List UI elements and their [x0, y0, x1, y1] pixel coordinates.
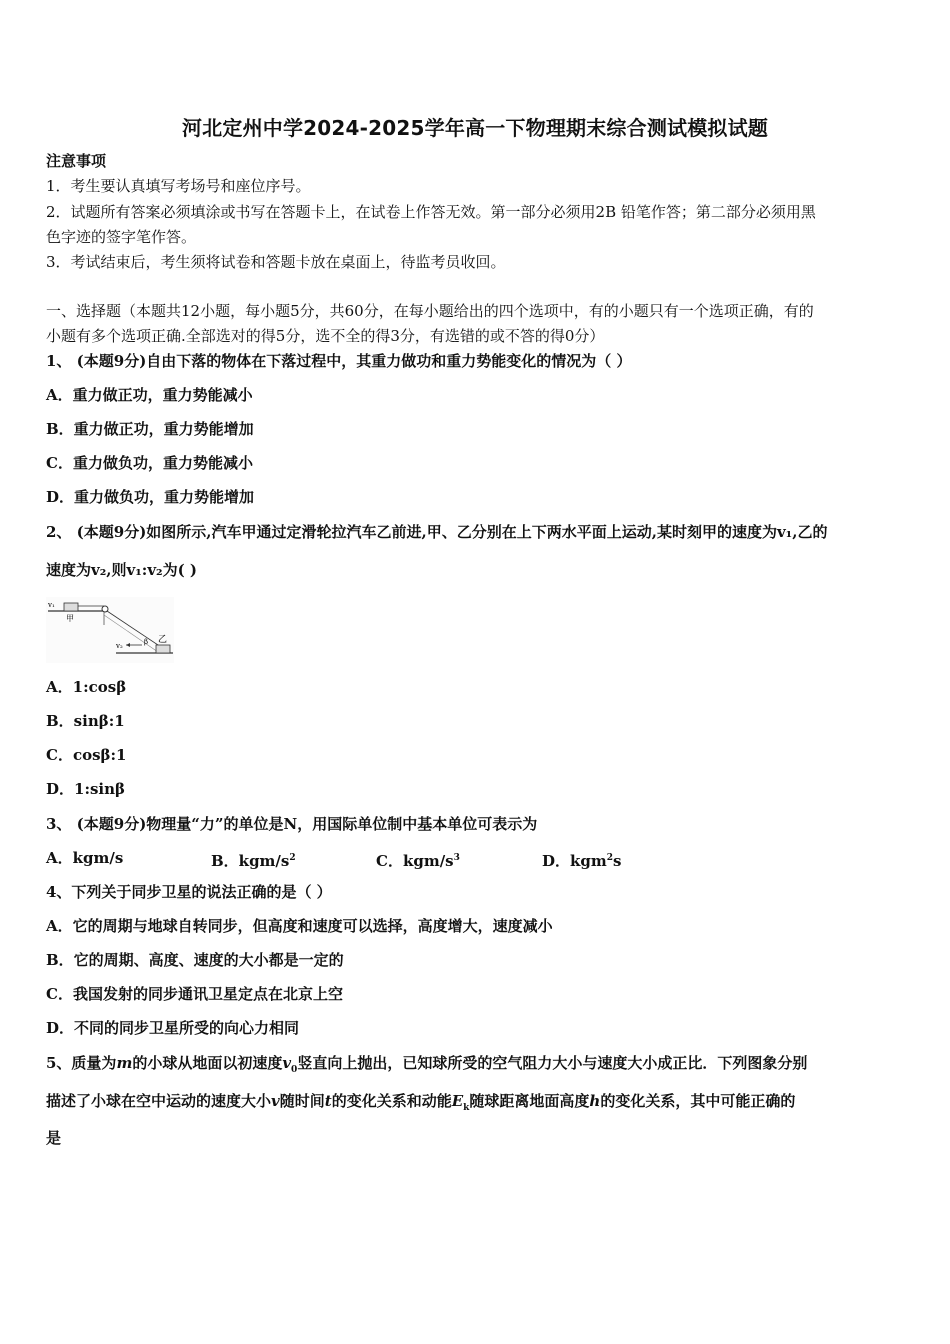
question-1-option-a: A．重力做正功，重力势能减小: [46, 386, 253, 404]
q5-text: 随时间: [279, 1092, 325, 1110]
question-5-stem-line2: [46, 1090, 908, 1119]
question-2-option-c: C．cosβ:1: [46, 746, 127, 764]
section-heading-line: 一、选择题（本题共12小题，每小题5分，共60分，在每小题给出的四个选项中，有的小题只有一个选项正确，有的: [46, 302, 814, 320]
pulley-car-figure: [46, 597, 174, 663]
option-d-text: D．kgm: [542, 852, 607, 870]
question-1-option-d: D．重力做负功，重力势能增加: [46, 488, 255, 506]
q5-text: 的变化关系，其中可能正确的: [600, 1092, 796, 1110]
option-c-text: C．kgm/s: [376, 852, 454, 870]
question-1-option-b: B．重力做正功，重力势能增加: [46, 420, 254, 438]
q5-var-t: t: [324, 1092, 332, 1110]
question-4-option-c: C．我国发射的同步通讯卫星定点在北京上空: [46, 985, 343, 1003]
question-4-stem: 4、下列关于同步卫星的说法正确的是（ ）: [46, 883, 332, 901]
q5-var-v0: v: [282, 1054, 292, 1072]
question-5-stem-line3: 是: [46, 1129, 62, 1147]
question-2-option-d: D．1:sinβ: [46, 780, 125, 798]
figure-label-top-car: 甲: [66, 614, 74, 623]
question-3-option-b: [211, 847, 296, 872]
question-2-option-b: B．sinβ:1: [46, 712, 125, 730]
question-1-option-c: C．重力做负功，重力势能减小: [46, 454, 253, 472]
q5-text: 的小球从地面以初速度: [132, 1054, 283, 1072]
q5-var-v0-sub: 0: [291, 1065, 298, 1075]
question-4-option-a: A．它的周期与地球自转同步，但高度和速度可以选择，高度增大，速度减小: [46, 917, 553, 935]
page-title: 河北定州中学2024-2025学年高一下物理期末综合测试模拟试题: [181, 116, 769, 140]
q5-text: 随球距离地面高度: [469, 1092, 590, 1110]
option-b-text: B．kgm/s: [211, 852, 290, 870]
q5-var-m: m: [116, 1054, 133, 1072]
notice-heading: 注意事项: [46, 152, 107, 170]
figure-label-bottom-car: 乙: [158, 635, 168, 645]
q5-text: 竖直向上抛出，已知球所受的空气阻力大小与速度大小成正比．下列图象分别: [297, 1054, 808, 1072]
q5-var-ek: E: [451, 1092, 464, 1110]
question-2-stem-cont: 速度为v₂,则v₁:v₂为( ): [46, 561, 198, 579]
option-b-sup: 2: [289, 853, 296, 863]
option-d-post: s: [613, 852, 622, 870]
figure-label-angle: β: [144, 638, 149, 646]
question-3-option-a: A．kgm/s: [46, 849, 124, 867]
q5-var-v: v: [271, 1092, 280, 1110]
question-3-option-c: [376, 847, 460, 872]
q5-var-h: h: [589, 1092, 601, 1110]
question-4-option-d: D．不同的同步卫星所受的向心力相同: [46, 1019, 300, 1037]
option-c-sup: 3: [453, 853, 460, 863]
question-2-option-a: A．1:cosβ: [46, 678, 127, 696]
option-d-sup: 2: [606, 853, 614, 863]
notice-item: 1．考生要认真填写考场号和座位序号。: [46, 177, 311, 195]
notice-item: 色字迹的签字笔作答。: [46, 228, 197, 246]
question-3-option-d: [542, 847, 621, 872]
q5-text: 5、质量为: [46, 1054, 117, 1072]
figure-label-v2: v₂: [116, 642, 123, 650]
question-4-option-b: B．它的周期、高度、速度的大小都是一定的: [46, 951, 344, 969]
q5-text: 的变化关系和动能: [331, 1092, 452, 1110]
q5-var-ek-sub: k: [463, 1103, 470, 1113]
notice-item: 3．考试结束后，考生须将试卷和答题卡放在桌面上，待监考员收回。: [46, 253, 506, 271]
section-heading-line: 小题有多个选项正确.全部选对的得5分，选不全的得3分，有选错的或不答的得0分）: [46, 327, 605, 345]
figure-label-v1: v₁: [48, 601, 55, 609]
question-2-stem: 2、 (本题9分)如图所示,汽车甲通过定滑轮拉汽车乙前进,甲、乙分别在上下两水平面上运动,某时刻甲的速度为v₁,乙的: [46, 523, 828, 541]
question-1-stem: 1、 (本题9分)自由下落的物体在下落过程中，其重力做功和重力势能变化的情况为（ ）: [46, 352, 632, 370]
question-3-stem: 3、 (本题9分)物理量“力”的单位是N，用国际单位制中基本单位可表示为: [46, 815, 538, 833]
q5-text: 描述了小球在空中运动的速度大小: [46, 1092, 272, 1110]
notice-item: 2．试题所有答案必须填涂或书写在答题卡上，在试卷上作答无效。第一部分必须用2B 铅笔作答；第二部分必须用黑: [46, 203, 816, 221]
question-5-stem-line1: [46, 1052, 908, 1081]
